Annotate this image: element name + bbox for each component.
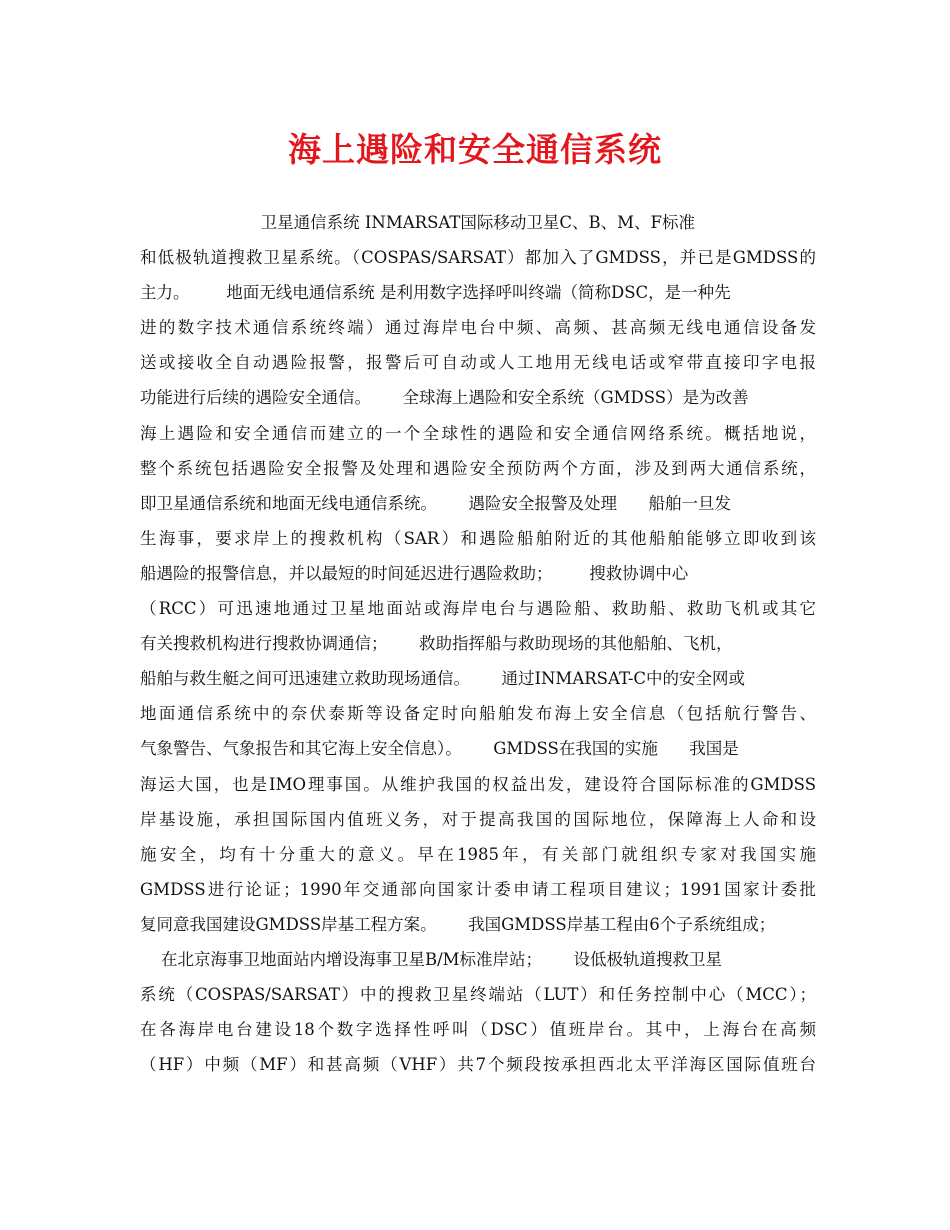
body-line-8: 整个系统包括遇险安全报警及处理和遇险安全预防两个方面，涉及到两大通信系统， — [140, 458, 816, 478]
body-line-13: 有关搜救机构进行搜救协调通信； 救助指挥船与救助现场的其他船舶、飞机， — [140, 634, 733, 654]
body-line-19: 施安全，均有十分重大的意义。早在1985年，有关部门就组织专家对我国实施 — [140, 844, 816, 864]
body-line-7: 海上遇险和安全通信而建立的一个全球性的遇险和安全通信网络系统。概括地说， — [140, 423, 816, 443]
document-body — [140, 205, 816, 1082]
body-line-1: 卫星通信系统 INMARSAT国际移动卫星C、B、M、F标准 — [140, 213, 695, 232]
body-line-10: 生海事，要求岸上的搜救机构（SAR）和遇险船舶附近的其他船舶能够立即收到该 — [140, 528, 816, 548]
body-line-11: 船遇险的报警信息，并以最短的时间延迟进行遇险救助； 搜救协调中心 — [140, 563, 689, 583]
body-line-6: 功能进行后续的遇险安全通信。 全球海上遇险和安全系统（GMDSS）是为改善 — [140, 388, 749, 408]
body-line-16: 气象警告、气象报告和其它海上安全信息）。 GMDSS在我国的实施 我国是 — [140, 739, 739, 759]
body-line-2: 和低极轨道搜救卫星系统。（COSPAS/SARSAT）都加入了GMDSS，并已是GMDSS的 — [140, 248, 816, 268]
body-line-15: 地面通信系统中的奈伏泰斯等设备定时向船舶发布海上安全信息（包括航行警告、 — [140, 704, 816, 724]
body-line-25: （HF）中频（MF）和甚高频（VHF）共7个频段按承担西北太平洋海区国际值班台 — [140, 1055, 816, 1075]
document-title: 海上遇险和安全通信系统 — [288, 130, 662, 169]
body-line-14: 船舶与救生艇之间可迅速建立救助现场通信。 通过INMARSAT-C中的安全网或 — [140, 669, 746, 689]
body-line-17: 海运大国，也是IMO理事国。从维护我国的权益出发，建设符合国际标准的GMDSS — [140, 774, 816, 794]
body-line-20: GMDSS进行论证；1990年交通部向国家计委申请工程项目建议；1991国家计委批 — [140, 879, 816, 899]
body-line-18: 岸基设施，承担国际国内值班义务，对于提高我国的国际地位，保障海上人命和设 — [140, 809, 816, 829]
body-line-4: 进的数字技术通信系统终端）通过海岸电台中频、高频、甚高频无线电通信设备发 — [140, 318, 816, 338]
body-line-24: 在各海岸电台建设18个数字选择性呼叫（DSC）值班岸台。其中，上海台在高频 — [140, 1020, 816, 1040]
body-line-22: 在北京海事卫地面站内增设海事卫星B/M标准岸站； 设低极轨道搜救卫星 — [140, 949, 723, 969]
body-line-12: （RCC）可迅速地通过卫星地面站或海岸电台与遇险船、救助船、救助飞机或其它 — [140, 599, 816, 619]
body-line-23: 系统（COSPAS/SARSAT）中的搜救卫星终端站（LUT）和任务控制中心（MCC）； — [140, 985, 816, 1005]
body-line-5: 送或接收全自动遇险报警，报警后可自动或人工地用无线电话或窄带直接印字电报 — [140, 353, 816, 373]
body-line-21: 复同意我国建设GMDSS岸基工程方案。 我国GMDSS岸基工程由6个子系统组成； — [140, 914, 776, 934]
body-line-3: 主力。 地面无线电通信系统 是利用数字选择呼叫终端（简称DSC，是一种先 — [140, 283, 731, 303]
body-line-9: 即卫星通信系统和地面无线电通信系统。 遇险安全报警及处理 船舶一旦发 — [140, 493, 731, 513]
